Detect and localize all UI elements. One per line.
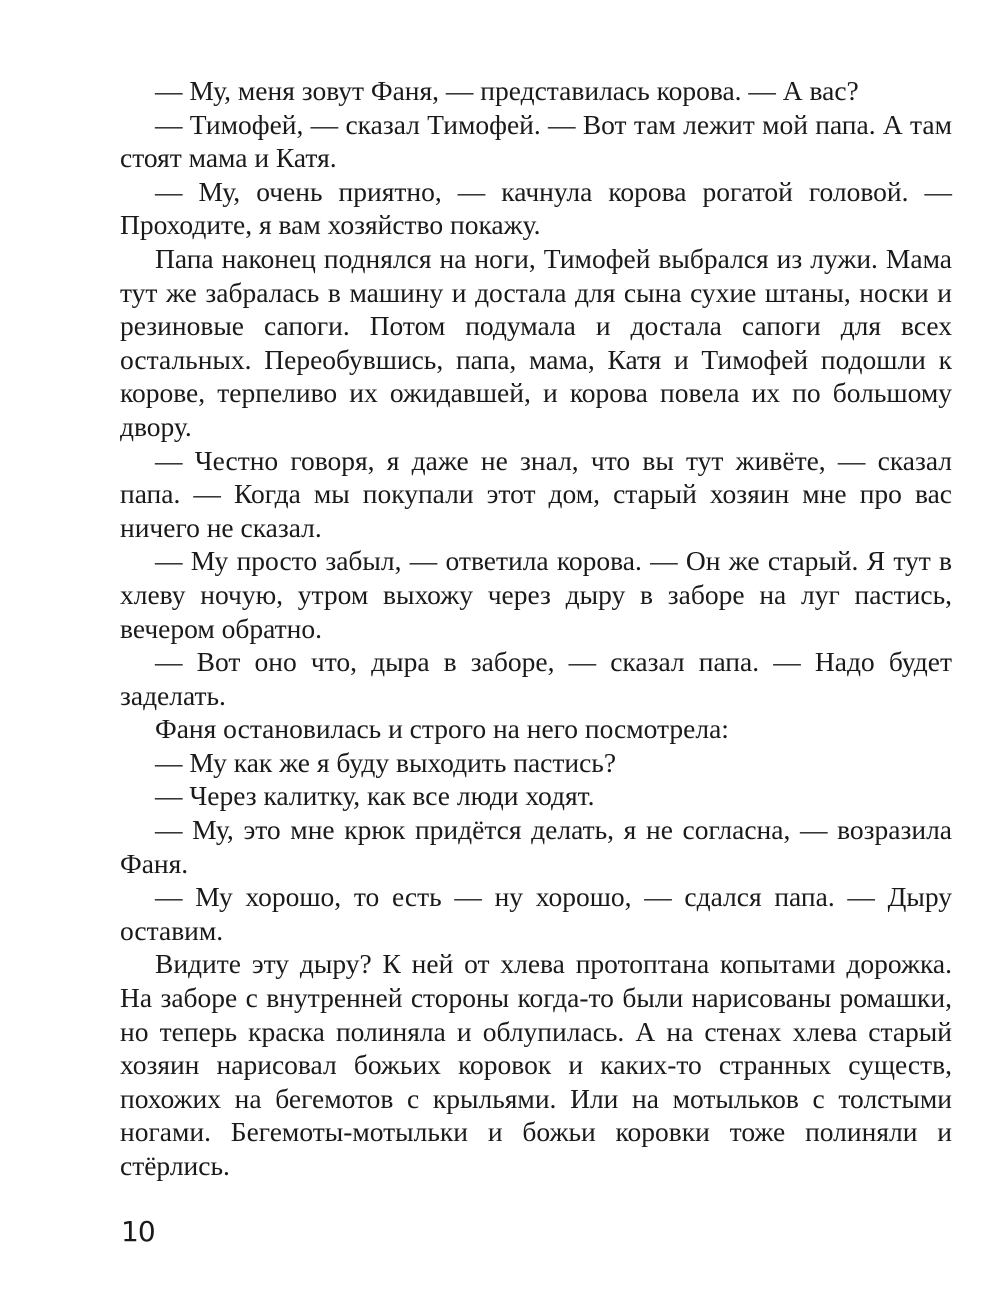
paragraph: — Честно говоря, я даже не знал, что вы тут живёте, — сказал папа. — Когда мы покупали этот дом, старый хозяин мне про вас ничего не сказал. [120, 444, 952, 543]
paragraph: Видите эту дыру? К ней от хлева протоптана копытами дорожка. На заборе с внутренней стороны когда-то были нарисованы ромашки, но теперь краска полиняла и облупилась. А на стенах хлева старый хозяин нарисовал божьих коровок и каких-то странных существ, похожих на бегемотов с крыльями. Или на мотыльков с толстыми ногами. Бегемоты-мотыльки и божьи коровки тоже полиняли и стёрлись. [120, 948, 952, 1181]
paragraph: — Тимофей, — сказал Тимофей. — Вот там лежит мой папа. А там стоят мама и Катя. [120, 108, 952, 174]
paragraph: — Му, это мне крюк придётся делать, я не согласна, — возразила Фаня. [120, 814, 952, 879]
paragraph: — Вот оно что, дыра в заборе, — сказал папа. — Надо будет заделать. [120, 646, 952, 711]
paragraph: — Через калитку, как все люди ходят. [155, 780, 595, 812]
paragraph: — Му просто забыл, — ответила корова. — Он же старый. Я тут в хлеву ночую, утром выхожу через дыру в заборе на луг пастись, вечером обратно. [120, 545, 952, 644]
paragraph: — Му хорошо, то есть — ну хорошо, — сдался папа. — Дыру оставим. [120, 881, 952, 946]
paragraph: Папа наконец поднялся на ноги, Тимофей выбрался из лужи. Мама тут же забралась в машину и достала для сына сухие штаны, носки и резиновые сапоги. Потом подумала и достала сапоги для всех остальных. Переобувшись, папа, мама, Катя и Тимофей подошли к корове, терпеливо их ожидавшей, и корова повела их по большому двору. [120, 242, 952, 442]
paragraph: — Му как же я буду выходить пастись? [155, 746, 617, 778]
paragraph: Фаня остановилась и строго на него посмотрела: [155, 713, 729, 745]
page-body [120, 74, 952, 1183]
paragraph: — Му, меня зовут Фаня, — представилась корова. — А вас? [155, 75, 859, 106]
paragraph: — Му, очень приятно, — качнула корова рогатой головой. — Проходите, я вам хозяйство покажу. [120, 175, 952, 241]
page-number: 10 [121, 1215, 155, 1248]
